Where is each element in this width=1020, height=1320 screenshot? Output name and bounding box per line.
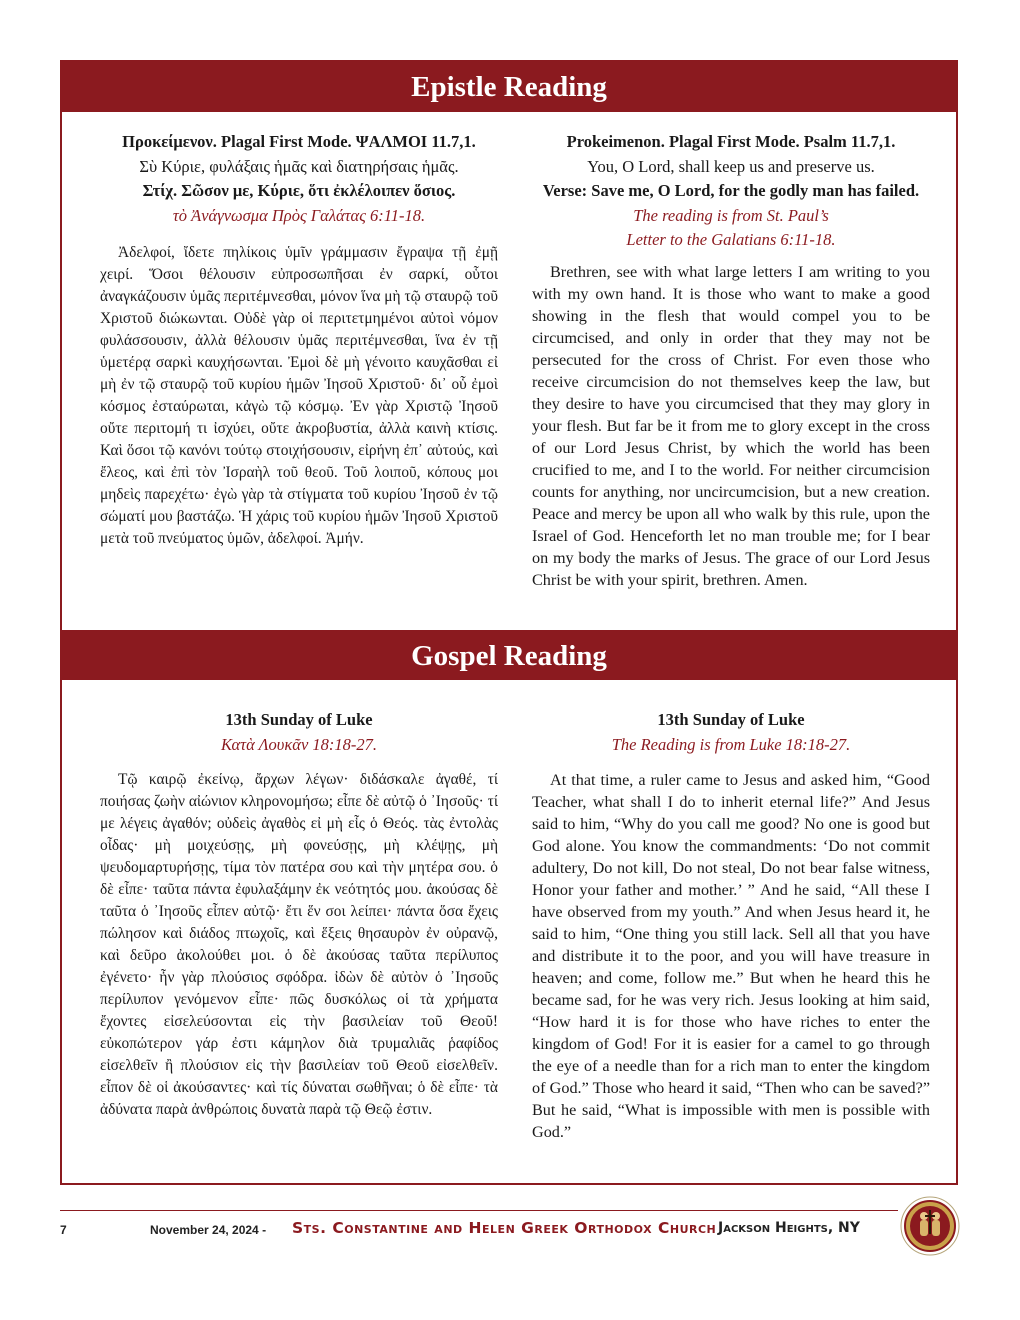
epistle-greek-paragraph: Ἀδελφοί, ἴδετε πηλίκοις ὑμῖν γράμμασιν ἔγραψα τῇ ἐμῇ χειρί. Ὅσοι θέλουσιν εὐπροσωπῆσαι ἐν σαρκί, οὗτοι ἀναγκάζουσιν ὑμᾶς περιτέμνεσθαι, μόνον ἵνα μὴ τῷ σταυρῷ τοῦ Χριστοῦ διώκωνται. Οὐδὲ γὰρ οἱ περιτετμημένοι αὐτοὶ νόμον φυλάσσουσιν, ἀλλὰ θέλουσιν ὑμᾶς περιτέμνεσθαι, ἵνα ἐν τῇ ὑμετέρᾳ σαρκὶ καυχήσωνται. Ἐμοὶ δὲ μὴ γένοιτο καυχᾶσθαι εἰ μὴ ἐν τῷ σταυρῷ τοῦ κυρίου ἡμῶν Ἰησοῦ Χριστοῦ· δι᾽ οὗ ἐμοὶ κόσμος ἐσταύρωται, κἀγὼ τῷ κόσμῳ. Ἐν γὰρ Χριστῷ Ἰησοῦ οὔτε περιτομή τι ἰσχύει, οὔτε ἀκροβυστία, ἀλλὰ καινὴ κτίσις. Καὶ ὅσοι τῷ κανόνι τούτῳ στοιχήσουσιν, εἰρήνη ἐπ᾽ αὐτούς, καὶ ἔλεος, καὶ ἐπὶ τὸν Ἰσραὴλ τοῦ θεοῦ. Τοῦ λοιποῦ, κόπους μοι μηδεὶς παρεχέτω· ἐγὼ γὰρ τὰ στίγματα τοῦ κυρίου Ἰησοῦ ἐν τῷ σώματί μου βαστάζω. Ἡ χάρις τοῦ κυρίου ἡμῶν Ἰησοῦ Χριστοῦ μετὰ τοῦ πνεύματος ὑμῶν, ἀδελφοί. Ἀμήν. (100, 244, 498, 547)
gospel-greek-header (100, 708, 498, 757)
church-seal-icon (900, 1196, 960, 1256)
epistle-section (60, 60, 958, 632)
gospel-greek-paragraph: Τῷ καιρῷ ἐκείνῳ, ἄρχων λέγων· διδάσκαλε ἀγαθέ, τί ποιήσας ζωὴν αἰώνιον κληρονομήσω; εἶπε δὲ αὐτῷ ὁ ᾿Ιησοῦς· τί με λέγεις ἀγαθόν; οὐδεὶς ἀγαθὸς εἰ μὴ εἷς ὁ Θεός. τὰς ἐντολὰς οἶδας· μὴ μοιχεύσῃς, μὴ φονεύσῃς, μὴ κλέψῃς, μὴ ψευδομαρτυρήσῃς, τίμα τὸν πατέρα σου καὶ τὴν μητέρα σου. ὁ δὲ εἶπε· ταῦτα πάντα ἐφυλαξάμην ἐκ νεότητός μου. ἀκούσας δὲ ταῦτα ὁ ᾿Ιησοῦς εἶπεν αὐτῷ· ἔτι ἕν σοι λείπει· πάντα ὅσα ἔχεις πώλησον καὶ διάδος πτωχοῖς, καὶ ἕξεις θησαυρὸν ἐν οὐρανῷ, καὶ δεῦρο ἀκολούθει μοι. ὁ δὲ ἀκούσας ταῦτα περίλυπος ἐγένετο· ἦν γὰρ πλούσιος σφόδρα. ἰδὼν δὲ αὐτὸν ὁ ᾿Ιησοῦς περίλυπον γενόμενον εἶπε· πῶς δυσκόλως οἱ τὰ χρήματα ἔχοντες εἰσελεύσονται εἰς τὴν βασιλείαν τοῦ Θεοῦ! εὐκοπώτερον γάρ ἐστι κάμηλον διὰ τρυμαλιᾶς ῥαφίδος εἰσελθεῖν ἢ πλούσιον εἰς τὴν βασιλείαν τοῦ Θεοῦ εἰσελθεῖν. εἶπον δὲ οἱ ἀκούσαντες· καὶ τίς δύναται σωθῆναι; ὁ δὲ εἶπε· τὰ ἀδύνατα παρὰ ἀνθρώποις δυνατὰ παρὰ τῷ Θεῷ ἐστιν. (100, 771, 498, 1118)
epistle-greek-column (100, 130, 498, 550)
greek-prokeimenon: Προκείμενον. Plagal First Mode. ΨΑΛΜΟΙ 11.7,1. (122, 132, 476, 151)
footer-church-name: Sts. Constantine and Helen Greek Orthodox Church (292, 1219, 717, 1237)
english-reference-line-2: Letter to the Galatians 6:11-18. (626, 230, 836, 249)
gospel-section (60, 630, 958, 1185)
footer-divider (60, 1210, 898, 1211)
gospel-greek-reference: Κατὰ Λουκᾶν 18:18-27. (220, 734, 378, 754)
greek-reference: τὸ Ἀνάγνωσμα Πρὸς Γαλάτας 6:11-18. (172, 205, 426, 225)
gospel-english-header (532, 708, 930, 757)
gospel-english-reference: The Reading is from Luke 18:18-27. (611, 734, 851, 754)
footer-date: November 24, 2024 - (150, 1223, 267, 1237)
greek-response: Σὺ Κύριε, φυλάξαις ἡμᾶς καὶ διατηρήσαις ἡμᾶς. (139, 156, 459, 176)
gospel-english-heading: 13th Sunday of Luke (657, 710, 805, 729)
gospel-banner: Gospel Reading (62, 632, 956, 680)
gospel-english-text (532, 769, 930, 1143)
epistle-greek-text (100, 242, 498, 550)
english-verse: Verse: Save me, O Lord, for the godly man has failed. (542, 181, 920, 200)
english-prokeimenon: Prokeimenon. Plagal First Mode. Psalm 11.7,1. (566, 132, 896, 151)
english-reference-line-1: The reading is from St. Paul’s (633, 205, 829, 225)
english-response: You, O Lord, shall keep us and preserve us. (587, 156, 875, 176)
epistle-english-column (532, 130, 930, 591)
gospel-english-paragraph: At that time, a ruler came to Jesus and asked him, “Good Teacher, what shall I do to inherit eternal life?” And Jesus said to him, “Why do you call me good? No one is good but God alone. You know the commandments: ‘Do not commit adultery, Do not kill, Do not steal, Do not bear false witness, Honor your father and mother.’ ” And he said, “All these I have observed from my youth.” And when Jesus heard it, he said to him, “One thing you still lack. Sell all that you have and distribute it to the poor, and you will have treasure in heaven; and come, follow me.” But when he heard this he became sad, for he was very rich. Jesus looking at him said, “How hard it is for those who have riches to enter the kingdom of God! For it is easier for a camel to go through the eye of a needle than for a rich man to enter the kingdom of God.” Those who heard it said, “Then who can be saved?” But he said, “What is impossible with men is possible with God.” (532, 771, 930, 1141)
epistle-english-text (532, 261, 930, 591)
greek-verse: Στίχ. Σῶσον με, Κύριε, ὅτι ἐκλέλοιπεν ὅσιος. (142, 181, 456, 200)
epistle-greek-header (100, 130, 498, 228)
gospel-greek-column (100, 708, 498, 1121)
gospel-english-column (532, 708, 930, 1143)
epistle-english-paragraph: Brethren, see with what large letters I am writing to you with my own hand. It is those who want to make a good showing in the flesh that would compel you to be circumcised, and only in order that they may not be persecuted for the cross of Christ. For even those who receive circumcision do not themselves keep the law, but they desire to have you circumcised that they may glory in your flesh. But far be it from me to glory except in the cross of our Lord Jesus Christ, by which the world has been crucified to me, and I to the world. For neither circumcision counts for anything, nor uncircumcision, but a new creation. Peace and mercy be upon all who walk by this rule, upon the Israel of God. Henceforth let no man trouble me; for I bear on my body the marks of Jesus. The grace of our Lord Jesus Christ be with your spirit, brethren. Amen. (532, 262, 930, 589)
gospel-greek-text (100, 769, 498, 1121)
epistle-english-header (532, 130, 930, 253)
epistle-banner: Epistle Reading (62, 62, 956, 112)
footer-location: Jackson Heights, NY (718, 1220, 860, 1236)
gospel-greek-heading: 13th Sunday of Luke (225, 710, 373, 729)
page-number: 7 (60, 1223, 67, 1237)
